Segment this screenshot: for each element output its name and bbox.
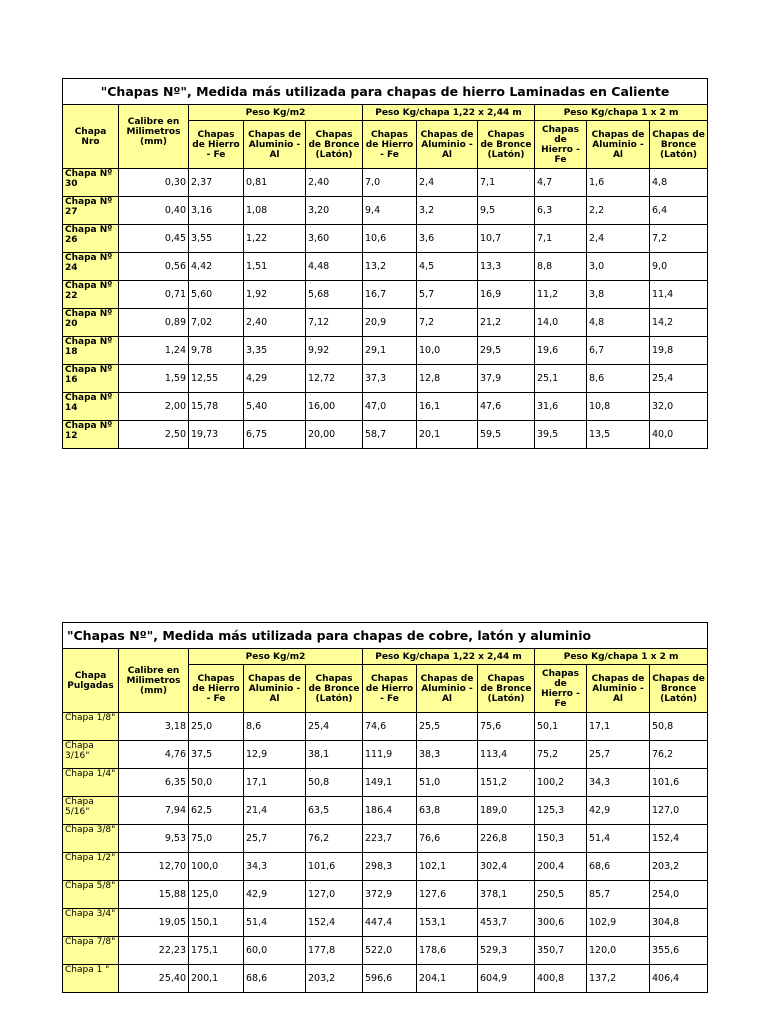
calibre-cell: 0,40 xyxy=(119,197,189,225)
value-cell: 25,4 xyxy=(306,713,363,741)
value-cell: 372,9 xyxy=(363,881,417,909)
value-cell: 3,6 xyxy=(417,225,478,253)
calibre-cell: 4,76 xyxy=(119,741,189,769)
value-cell: 10,6 xyxy=(363,225,417,253)
value-cell: 37,3 xyxy=(363,365,417,393)
value-cell: 153,1 xyxy=(417,909,478,937)
table-row xyxy=(63,309,708,337)
table-row xyxy=(63,881,708,909)
col-header-aluminio: Chapas de Aluminio - Al xyxy=(244,121,306,169)
value-cell: 76,6 xyxy=(417,825,478,853)
row-label: Chapa 1 " xyxy=(63,965,119,993)
value-cell: 3,0 xyxy=(587,253,650,281)
value-cell: 59,5 xyxy=(478,421,535,449)
calibre-cell: 1,24 xyxy=(119,337,189,365)
value-cell: 254,0 xyxy=(650,881,708,909)
value-cell: 19,73 xyxy=(189,421,244,449)
table-row xyxy=(63,365,708,393)
value-cell: 17,1 xyxy=(244,769,306,797)
value-cell: 51,4 xyxy=(244,909,306,937)
calibre-cell: 7,94 xyxy=(119,797,189,825)
calibre-cell: 12,70 xyxy=(119,853,189,881)
value-cell: 19,8 xyxy=(650,337,708,365)
value-cell: 127,0 xyxy=(650,797,708,825)
value-cell: 2,2 xyxy=(587,197,650,225)
value-cell: 25,5 xyxy=(417,713,478,741)
value-cell: 200,4 xyxy=(535,853,587,881)
value-cell: 50,0 xyxy=(189,769,244,797)
row-label: Chapa Nº 12 xyxy=(63,421,119,449)
value-cell: 203,2 xyxy=(650,853,708,881)
table-body xyxy=(63,713,708,993)
col-header-hierro: Chapas de Hierro - Fe xyxy=(535,665,587,713)
row-label: Chapa Nº 30 xyxy=(63,169,119,197)
value-cell: 60,0 xyxy=(244,937,306,965)
value-cell: 2,4 xyxy=(587,225,650,253)
value-cell: 175,1 xyxy=(189,937,244,965)
col-header-hierro: Chapas de Hierro - Fe xyxy=(189,665,244,713)
value-cell: 150,3 xyxy=(535,825,587,853)
value-cell: 150,1 xyxy=(189,909,244,937)
col-header-bronce: Chapas de Bronce (Latón) xyxy=(306,665,363,713)
value-cell: 1,51 xyxy=(244,253,306,281)
value-cell: 203,2 xyxy=(306,965,363,993)
value-cell: 16,00 xyxy=(306,393,363,421)
value-cell: 596,6 xyxy=(363,965,417,993)
table-row xyxy=(63,169,708,197)
value-cell: 127,0 xyxy=(306,881,363,909)
value-cell: 11,2 xyxy=(535,281,587,309)
value-cell: 5,40 xyxy=(244,393,306,421)
row-label: Chapa Nº 24 xyxy=(63,253,119,281)
calibre-cell: 0,89 xyxy=(119,309,189,337)
value-cell: 3,2 xyxy=(417,197,478,225)
row-label: Chapa Nº 27 xyxy=(63,197,119,225)
value-cell: 10,8 xyxy=(587,393,650,421)
value-cell: 16,9 xyxy=(478,281,535,309)
value-cell: 5,68 xyxy=(306,281,363,309)
group-header-122: Peso Kg/chapa 1,22 x 2,44 m xyxy=(363,105,535,121)
value-cell: 68,6 xyxy=(244,965,306,993)
value-cell: 226,8 xyxy=(478,825,535,853)
value-cell: 21,2 xyxy=(478,309,535,337)
value-cell: 9,0 xyxy=(650,253,708,281)
table-row xyxy=(63,741,708,769)
value-cell: 355,6 xyxy=(650,937,708,965)
value-cell: 604,9 xyxy=(478,965,535,993)
value-cell: 223,7 xyxy=(363,825,417,853)
value-cell: 50,8 xyxy=(306,769,363,797)
value-cell: 3,16 xyxy=(189,197,244,225)
value-cell: 5,7 xyxy=(417,281,478,309)
value-cell: 76,2 xyxy=(306,825,363,853)
value-cell: 529,3 xyxy=(478,937,535,965)
value-cell: 51,0 xyxy=(417,769,478,797)
calibre-cell: 0,71 xyxy=(119,281,189,309)
value-cell: 50,1 xyxy=(535,713,587,741)
value-cell: 6,7 xyxy=(587,337,650,365)
calibre-cell: 0,56 xyxy=(119,253,189,281)
value-cell: 1,08 xyxy=(244,197,306,225)
value-cell: 75,0 xyxy=(189,825,244,853)
value-cell: 39,5 xyxy=(535,421,587,449)
value-cell: 29,1 xyxy=(363,337,417,365)
value-cell: 101,6 xyxy=(650,769,708,797)
value-cell: 189,0 xyxy=(478,797,535,825)
col-header-hierro: Chapas de Hierro - Fe xyxy=(189,121,244,169)
value-cell: 12,55 xyxy=(189,365,244,393)
value-cell: 350,7 xyxy=(535,937,587,965)
value-cell: 15,78 xyxy=(189,393,244,421)
value-cell: 4,8 xyxy=(650,169,708,197)
value-cell: 4,29 xyxy=(244,365,306,393)
row-label: Chapa 5/8" xyxy=(63,881,119,909)
value-cell: 2,40 xyxy=(244,309,306,337)
value-cell: 400,8 xyxy=(535,965,587,993)
value-cell: 38,1 xyxy=(306,741,363,769)
value-cell: 9,5 xyxy=(478,197,535,225)
value-cell: 178,6 xyxy=(417,937,478,965)
value-cell: 4,5 xyxy=(417,253,478,281)
table-row xyxy=(63,937,708,965)
value-cell: 406,4 xyxy=(650,965,708,993)
calibre-cell: 2,00 xyxy=(119,393,189,421)
col-header-bronce: Chapas de Bronce (Latón) xyxy=(650,665,708,713)
value-cell: 34,3 xyxy=(587,769,650,797)
value-cell: 4,7 xyxy=(535,169,587,197)
value-cell: 125,0 xyxy=(189,881,244,909)
value-cell: 100,2 xyxy=(535,769,587,797)
value-cell: 40,0 xyxy=(650,421,708,449)
row-label: Chapa Nº 20 xyxy=(63,309,119,337)
value-cell: 250,5 xyxy=(535,881,587,909)
value-cell: 304,8 xyxy=(650,909,708,937)
table-row xyxy=(63,853,708,881)
calibre-cell: 9,53 xyxy=(119,825,189,853)
row-label: Chapa 1/4" xyxy=(63,769,119,797)
value-cell: 152,4 xyxy=(306,909,363,937)
value-cell: 21,4 xyxy=(244,797,306,825)
value-cell: 3,60 xyxy=(306,225,363,253)
col-header-aluminio: Chapas de Aluminio - Al xyxy=(417,665,478,713)
value-cell: 100,0 xyxy=(189,853,244,881)
value-cell: 5,60 xyxy=(189,281,244,309)
value-cell: 151,2 xyxy=(478,769,535,797)
table-row xyxy=(63,393,708,421)
value-cell: 74,6 xyxy=(363,713,417,741)
col-header-hierro: Chapas de Hierro - Fe xyxy=(363,121,417,169)
value-cell: 58,7 xyxy=(363,421,417,449)
calibre-cell: 15,88 xyxy=(119,881,189,909)
value-cell: 25,4 xyxy=(650,365,708,393)
value-cell: 38,3 xyxy=(417,741,478,769)
value-cell: 177,8 xyxy=(306,937,363,965)
value-cell: 76,2 xyxy=(650,741,708,769)
value-cell: 12,8 xyxy=(417,365,478,393)
value-cell: 101,6 xyxy=(306,853,363,881)
value-cell: 75,2 xyxy=(535,741,587,769)
table-row xyxy=(63,825,708,853)
calibre-cell: 19,05 xyxy=(119,909,189,937)
value-cell: 298,3 xyxy=(363,853,417,881)
table-row xyxy=(63,197,708,225)
table-row xyxy=(63,253,708,281)
value-cell: 17,1 xyxy=(587,713,650,741)
value-cell: 378,1 xyxy=(478,881,535,909)
table-body xyxy=(63,169,708,449)
value-cell: 13,3 xyxy=(478,253,535,281)
value-cell: 42,9 xyxy=(587,797,650,825)
value-cell: 8,6 xyxy=(244,713,306,741)
value-cell: 7,1 xyxy=(535,225,587,253)
row-label: Chapa Nº 22 xyxy=(63,281,119,309)
value-cell: 447,4 xyxy=(363,909,417,937)
col-header-chapa: Chapa Pulgadas xyxy=(63,649,119,713)
value-cell: 302,4 xyxy=(478,853,535,881)
value-cell: 2,40 xyxy=(306,169,363,197)
value-cell: 111,9 xyxy=(363,741,417,769)
value-cell: 7,12 xyxy=(306,309,363,337)
value-cell: 102,1 xyxy=(417,853,478,881)
value-cell: 31,6 xyxy=(535,393,587,421)
value-cell: 6,3 xyxy=(535,197,587,225)
value-cell: 25,0 xyxy=(189,713,244,741)
value-cell: 113,4 xyxy=(478,741,535,769)
calibre-cell: 22,23 xyxy=(119,937,189,965)
value-cell: 2,4 xyxy=(417,169,478,197)
value-cell: 9,4 xyxy=(363,197,417,225)
group-header-122: Peso Kg/chapa 1,22 x 2,44 m xyxy=(363,649,535,665)
value-cell: 62,5 xyxy=(189,797,244,825)
row-label: Chapa 5/16" xyxy=(63,797,119,825)
value-cell: 75,6 xyxy=(478,713,535,741)
col-header-aluminio: Chapas de Aluminio - Al xyxy=(417,121,478,169)
value-cell: 6,75 xyxy=(244,421,306,449)
value-cell: 16,1 xyxy=(417,393,478,421)
value-cell: 7,02 xyxy=(189,309,244,337)
value-cell: 7,2 xyxy=(417,309,478,337)
group-header-1x2: Peso Kg/chapa 1 x 2 m xyxy=(535,105,708,121)
row-label: Chapa 3/4" xyxy=(63,909,119,937)
value-cell: 29,5 xyxy=(478,337,535,365)
col-header-aluminio: Chapas de Aluminio - Al xyxy=(244,665,306,713)
group-header-m2: Peso Kg/m2 xyxy=(189,649,363,665)
value-cell: 51,4 xyxy=(587,825,650,853)
value-cell: 1,22 xyxy=(244,225,306,253)
value-cell: 137,2 xyxy=(587,965,650,993)
table-cobre xyxy=(62,622,708,993)
table-row xyxy=(63,965,708,993)
value-cell: 7,2 xyxy=(650,225,708,253)
table-row xyxy=(63,225,708,253)
row-label: Chapa Nº 18 xyxy=(63,337,119,365)
value-cell: 47,6 xyxy=(478,393,535,421)
value-cell: 37,5 xyxy=(189,741,244,769)
group-header-m2: Peso Kg/m2 xyxy=(189,105,363,121)
table-title: "Chapas Nº", Medida más utilizada para chapas de cobre, latón y aluminio xyxy=(63,623,708,649)
value-cell: 85,7 xyxy=(587,881,650,909)
value-cell: 50,8 xyxy=(650,713,708,741)
table-title: "Chapas Nº", Medida más utilizada para chapas de hierro Laminadas en Caliente xyxy=(63,79,708,105)
value-cell: 37,9 xyxy=(478,365,535,393)
col-header-bronce: Chapas de Bronce (Latón) xyxy=(478,121,535,169)
value-cell: 42,9 xyxy=(244,881,306,909)
value-cell: 200,1 xyxy=(189,965,244,993)
value-cell: 6,4 xyxy=(650,197,708,225)
value-cell: 16,7 xyxy=(363,281,417,309)
value-cell: 12,72 xyxy=(306,365,363,393)
value-cell: 13,2 xyxy=(363,253,417,281)
value-cell: 20,00 xyxy=(306,421,363,449)
row-label: Chapa Nº 14 xyxy=(63,393,119,421)
value-cell: 68,6 xyxy=(587,853,650,881)
table-row xyxy=(63,769,708,797)
calibre-cell: 6,35 xyxy=(119,769,189,797)
table-row xyxy=(63,909,708,937)
value-cell: 12,9 xyxy=(244,741,306,769)
col-header-bronce: Chapas de Bronce (Latón) xyxy=(650,121,708,169)
value-cell: 204,1 xyxy=(417,965,478,993)
value-cell: 20,1 xyxy=(417,421,478,449)
col-header-chapa: Chapa Nro xyxy=(63,105,119,169)
value-cell: 102,9 xyxy=(587,909,650,937)
value-cell: 63,5 xyxy=(306,797,363,825)
value-cell: 1,6 xyxy=(587,169,650,197)
value-cell: 120,0 xyxy=(587,937,650,965)
value-cell: 0,81 xyxy=(244,169,306,197)
value-cell: 14,0 xyxy=(535,309,587,337)
calibre-cell: 0,30 xyxy=(119,169,189,197)
value-cell: 19,6 xyxy=(535,337,587,365)
value-cell: 8,8 xyxy=(535,253,587,281)
value-cell: 3,20 xyxy=(306,197,363,225)
col-header-calibre: Calibre en Milimetros (mm) xyxy=(119,649,189,713)
row-label: Chapa 1/2" xyxy=(63,853,119,881)
calibre-cell: 25,40 xyxy=(119,965,189,993)
row-label: Chapa Nº 16 xyxy=(63,365,119,393)
value-cell: 186,4 xyxy=(363,797,417,825)
calibre-cell: 1,59 xyxy=(119,365,189,393)
value-cell: 25,7 xyxy=(587,741,650,769)
value-cell: 7,0 xyxy=(363,169,417,197)
col-header-calibre: Calibre en Milimetros (mm) xyxy=(119,105,189,169)
value-cell: 1,92 xyxy=(244,281,306,309)
col-header-aluminio: Chapas de Aluminio - Al xyxy=(587,121,650,169)
value-cell: 3,35 xyxy=(244,337,306,365)
value-cell: 4,42 xyxy=(189,253,244,281)
table-row xyxy=(63,713,708,741)
table-hierro xyxy=(62,78,708,449)
value-cell: 9,92 xyxy=(306,337,363,365)
value-cell: 20,9 xyxy=(363,309,417,337)
col-header-bronce: Chapas de Bronce (Latón) xyxy=(306,121,363,169)
value-cell: 25,7 xyxy=(244,825,306,853)
value-cell: 8,6 xyxy=(587,365,650,393)
value-cell: 11,4 xyxy=(650,281,708,309)
value-cell: 3,8 xyxy=(587,281,650,309)
row-label: Chapa 1/8" xyxy=(63,713,119,741)
value-cell: 4,8 xyxy=(587,309,650,337)
value-cell: 522,0 xyxy=(363,937,417,965)
value-cell: 47,0 xyxy=(363,393,417,421)
calibre-cell: 0,45 xyxy=(119,225,189,253)
value-cell: 152,4 xyxy=(650,825,708,853)
col-header-bronce: Chapas de Bronce (Latón) xyxy=(478,665,535,713)
value-cell: 34,3 xyxy=(244,853,306,881)
value-cell: 453,7 xyxy=(478,909,535,937)
table-row xyxy=(63,797,708,825)
col-header-hierro: Chapas de Hierro - Fe xyxy=(363,665,417,713)
row-label: Chapa 7/8" xyxy=(63,937,119,965)
table-row xyxy=(63,421,708,449)
table-row xyxy=(63,281,708,309)
value-cell: 14,2 xyxy=(650,309,708,337)
row-label: Chapa Nº 26 xyxy=(63,225,119,253)
col-header-aluminio: Chapas de Aluminio - Al xyxy=(587,665,650,713)
value-cell: 300,6 xyxy=(535,909,587,937)
calibre-cell: 3,18 xyxy=(119,713,189,741)
value-cell: 10,0 xyxy=(417,337,478,365)
value-cell: 125,3 xyxy=(535,797,587,825)
value-cell: 7,1 xyxy=(478,169,535,197)
value-cell: 10,7 xyxy=(478,225,535,253)
col-header-hierro: Chapas de Hierro - Fe xyxy=(535,121,587,169)
value-cell: 4,48 xyxy=(306,253,363,281)
value-cell: 2,37 xyxy=(189,169,244,197)
row-label: Chapa 3/8" xyxy=(63,825,119,853)
calibre-cell: 2,50 xyxy=(119,421,189,449)
value-cell: 13,5 xyxy=(587,421,650,449)
value-cell: 63,8 xyxy=(417,797,478,825)
value-cell: 149,1 xyxy=(363,769,417,797)
table-row xyxy=(63,337,708,365)
value-cell: 127,6 xyxy=(417,881,478,909)
value-cell: 25,1 xyxy=(535,365,587,393)
value-cell: 3,55 xyxy=(189,225,244,253)
group-header-1x2: Peso Kg/chapa 1 x 2 m xyxy=(535,649,708,665)
value-cell: 32,0 xyxy=(650,393,708,421)
value-cell: 9,78 xyxy=(189,337,244,365)
row-label: Chapa 3/16" xyxy=(63,741,119,769)
